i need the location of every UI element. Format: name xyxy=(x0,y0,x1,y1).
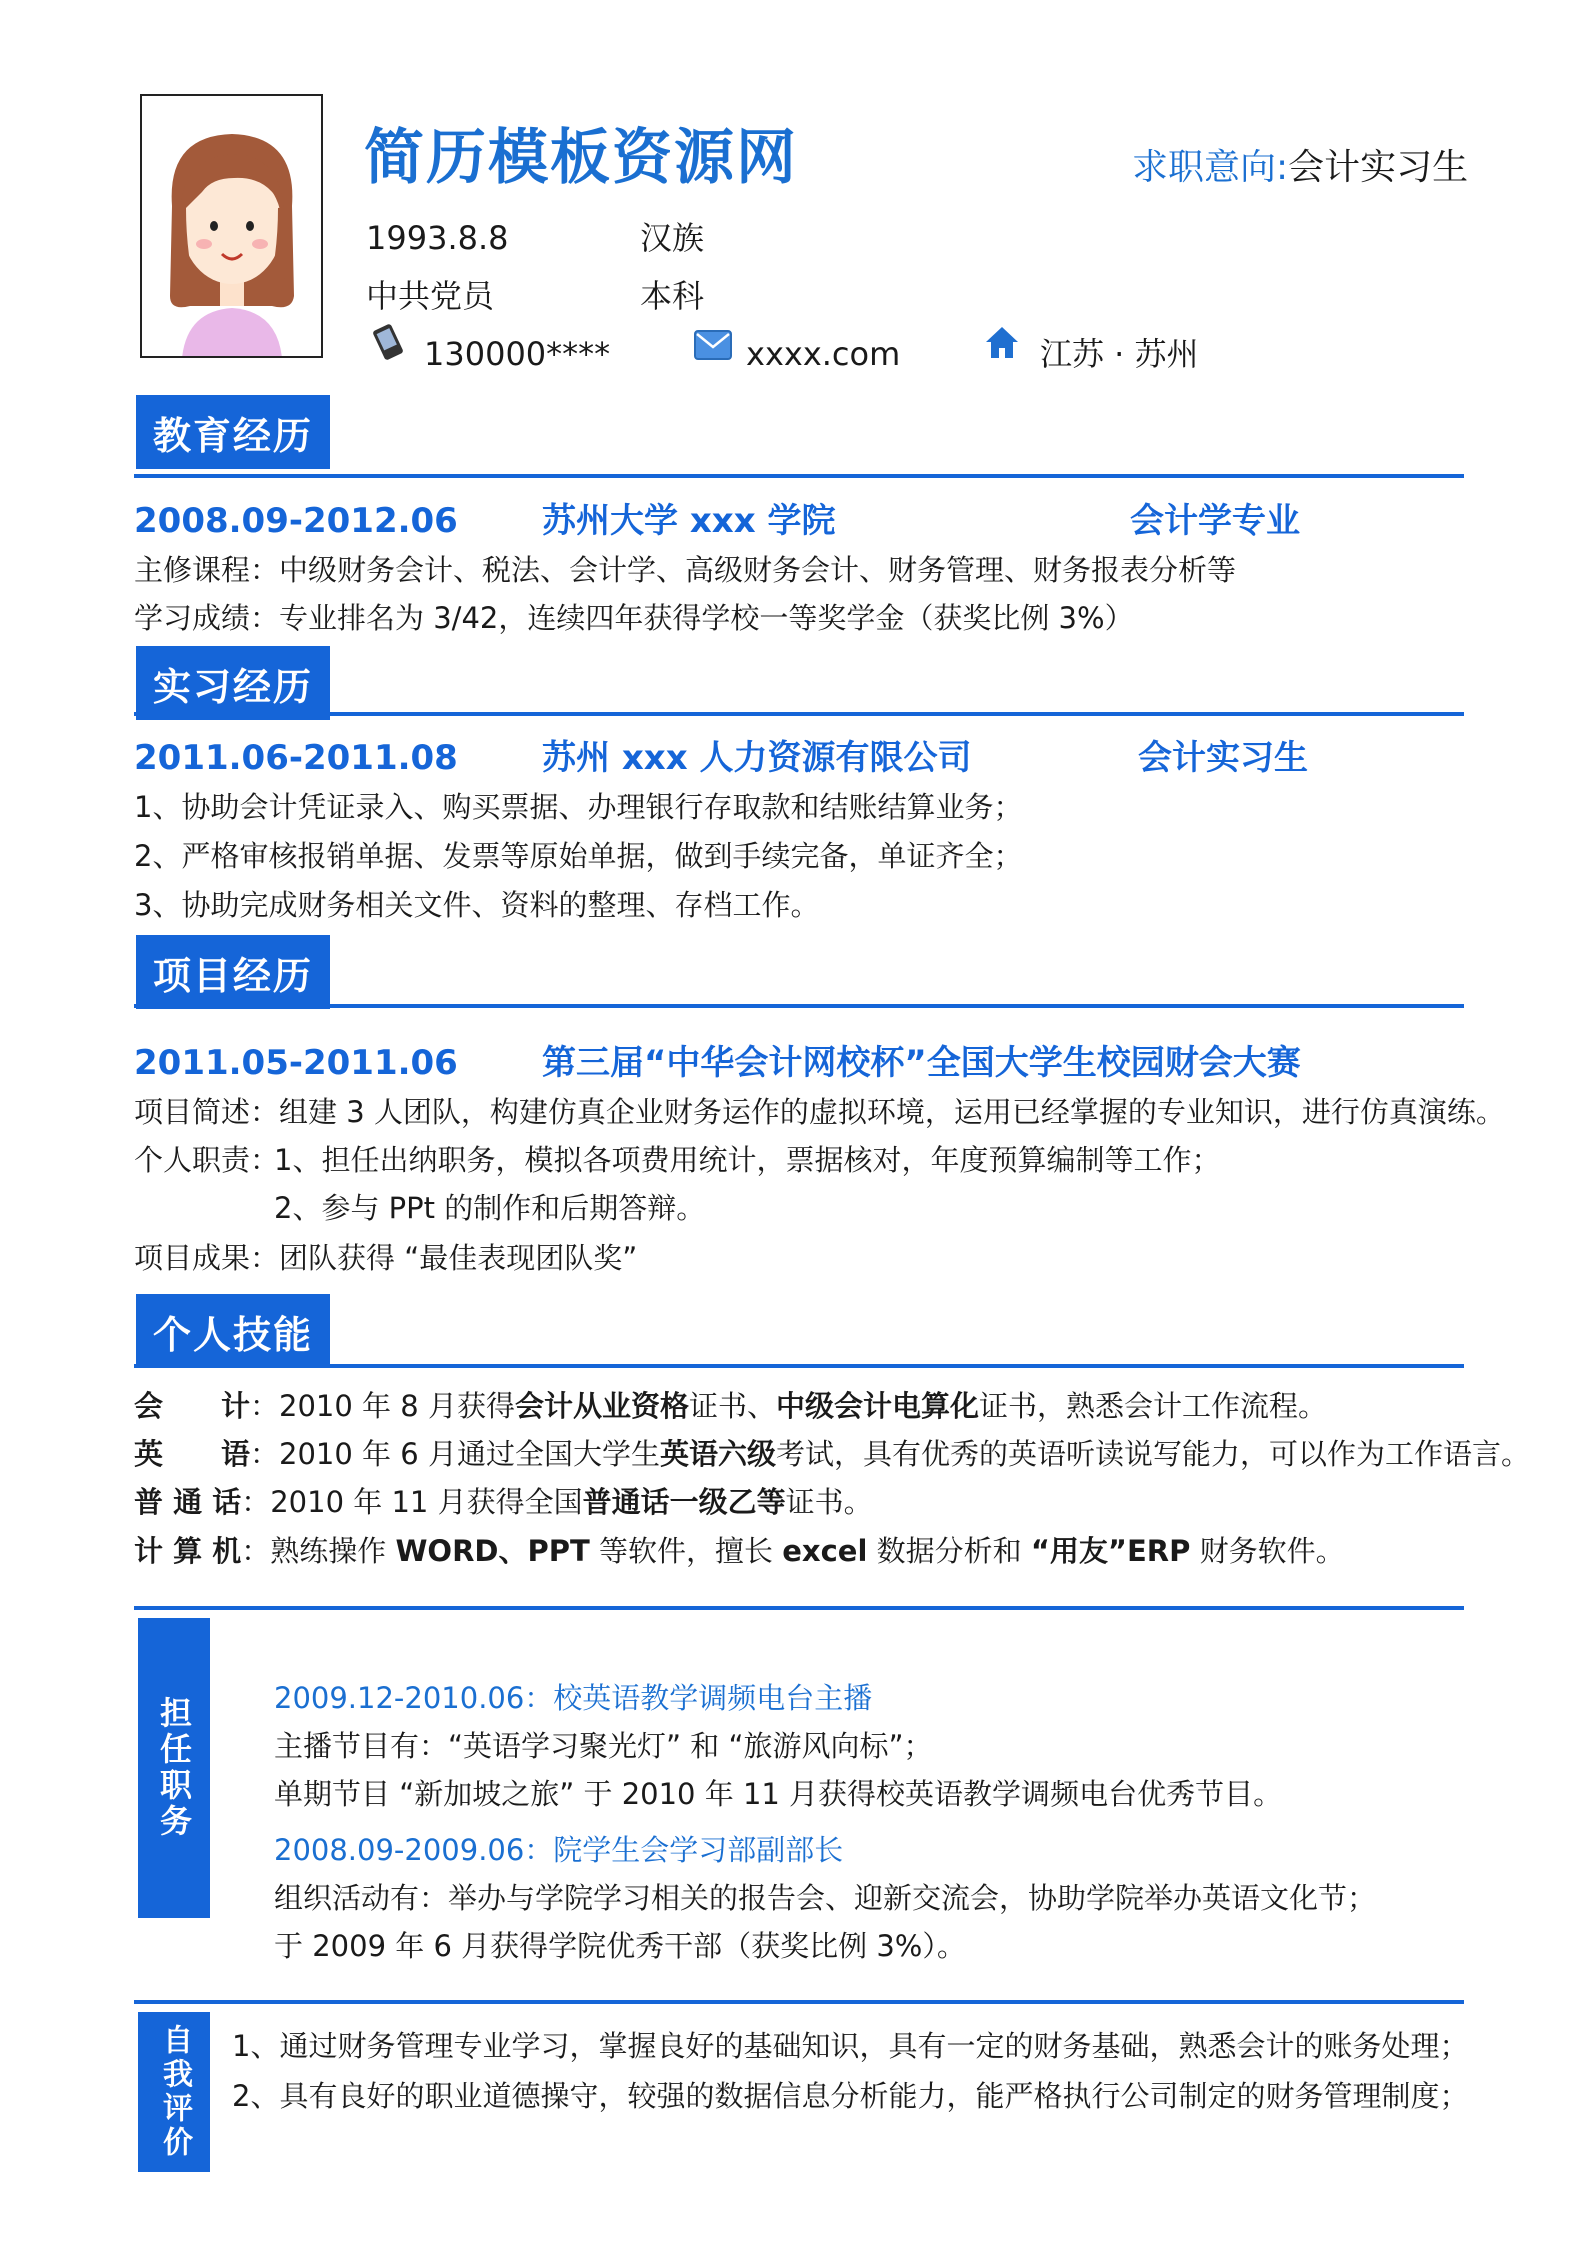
section-tab-project: 项目经历 xyxy=(136,935,330,1009)
skill-label: 普 通 话 xyxy=(134,1485,242,1519)
section-tab-internship: 实习经历 xyxy=(136,646,330,720)
degree: 本科 xyxy=(640,277,705,315)
avatar xyxy=(140,94,323,358)
section-divider xyxy=(134,712,1464,716)
skill-row-computer: 计 算 机：熟练操作 WORD、PPT 等软件，擅长 excel 数据分析和 “用友”ERP 财务软件。 xyxy=(134,1534,1345,1568)
project-period: 2011.05-2011.06 xyxy=(134,1043,458,1083)
internship-item: 1、协助会计凭证录入、购买票据、办理银行存取款和结账结算业务； xyxy=(134,790,1023,824)
self-evaluation-line: 1、通过财务管理专业学习，掌握良好的基础知识，具有一定的财务基础，熟悉会计的账务处理； xyxy=(232,2029,1469,2063)
internship-company: 苏州 xxx 人力资源有限公司 xyxy=(542,738,972,778)
skill-label: 计 算 机 xyxy=(134,1534,242,1568)
mail-icon xyxy=(694,330,732,364)
birth-date: 1993.8.8 xyxy=(366,219,509,257)
skill-row-accounting: 会 计：2010 年 8 月获得会计从业资格证书、中级会计电算化证书，熟悉会计工作流程。 xyxy=(134,1389,1328,1423)
role-detail: 单期节目 “新加坡之旅” 于 2010 年 11 月获得校英语教学调频电台优秀节目。 xyxy=(274,1777,1283,1811)
education-major: 会计学专业 xyxy=(1130,501,1300,541)
internship-position: 会计实习生 xyxy=(1138,738,1308,778)
project-duty: 2、参与 PPt 的制作和后期答辩。 xyxy=(274,1191,706,1225)
role-heading: 2009.12-2010.06：校英语教学调频电台主播 xyxy=(274,1681,873,1715)
project-duty-label: 个人职责： xyxy=(134,1143,280,1177)
section-tab-self-evaluation: 自我评价 xyxy=(138,2012,210,2172)
project-name: 第三届“中华会计网校杯”全国大学生校园财会大赛 xyxy=(542,1043,1301,1083)
role-heading: 2008.09-2009.06：院学生会学习部副部长 xyxy=(274,1833,844,1867)
section-divider xyxy=(134,1364,1464,1368)
avatar-girl-illustration xyxy=(142,96,321,356)
self-evaluation-line: 2、具有良好的职业道德操守，较强的数据信息分析能力，能严格执行公司制定的财务管理制度； xyxy=(232,2079,1469,2113)
education-courses: 主修课程：中级财务会计、税法、会计学、高级财务会计、财务管理、财务报表分析等 xyxy=(134,553,1237,587)
phone-icon xyxy=(368,322,408,366)
section-divider xyxy=(134,2000,1464,2004)
internship-item: 3、协助完成财务相关文件、资料的整理、存档工作。 xyxy=(134,888,820,922)
section-tab-skills: 个人技能 xyxy=(136,1294,330,1368)
ethnicity: 汉族 xyxy=(640,219,705,257)
resume-name: 简历模板资源网 xyxy=(364,123,798,193)
skill-row-mandarin: 普 通 话：2010 年 11 月获得全国普通话一级乙等证书。 xyxy=(134,1485,873,1519)
job-intent xyxy=(1132,147,1469,188)
skill-label: 会 计 xyxy=(134,1389,251,1423)
project-duty: 1、担任出纳职务，模拟各项费用统计，票据核对，年度预算编制等工作； xyxy=(274,1143,1221,1177)
project-result: 项目成果：团队获得 “最佳表现团队奖” xyxy=(134,1241,638,1275)
internship-period: 2011.06-2011.08 xyxy=(134,738,458,778)
phone-number: 130000**** xyxy=(424,335,611,373)
role-detail: 组织活动有：举办与学院学习相关的报告会、迎新交流会，协助学院举办英语文化节； xyxy=(274,1881,1377,1915)
project-summary: 项目简述：组建 3 人团队，构建仿真企业财务运作的虚拟环境，运用已经掌握的专业知识，进行仿真演练。 xyxy=(134,1095,1505,1129)
job-intent-value: 会计实习生 xyxy=(1288,147,1469,188)
role-detail: 主播节目有：“英语学习聚光灯” 和 “旅游风向标”； xyxy=(274,1729,933,1763)
section-tab-roles: 担任职务 xyxy=(138,1618,210,1918)
role-detail: 于 2009 年 6 月获得学院优秀干部（获奖比例 3%）。 xyxy=(274,1929,966,1963)
education-period: 2008.09-2012.06 xyxy=(134,501,458,541)
section-tab-education: 教育经历 xyxy=(136,395,330,469)
section-divider xyxy=(134,1606,1464,1610)
home-icon xyxy=(982,322,1022,366)
section-divider xyxy=(134,1004,1464,1008)
email: xxxx.com xyxy=(746,335,901,373)
section-divider xyxy=(134,474,1464,478)
political-status: 中共党员 xyxy=(366,277,495,315)
internship-item: 2、严格审核报销单据、发票等原始单据，做到手续完备，单证齐全； xyxy=(134,839,1023,873)
skill-row-english: 英 语：2010 年 6 月通过全国大学生英语六级考试，具有优秀的英语听读说写能力，可以作为工作语言。 xyxy=(134,1437,1530,1471)
job-intent-label: 求职意向: xyxy=(1132,147,1289,188)
location: 江苏 · 苏州 xyxy=(1040,335,1199,373)
education-school: 苏州大学 xxx 学院 xyxy=(542,501,836,541)
skill-label: 英 语 xyxy=(134,1437,251,1471)
education-grades: 学习成绩：专业排名为 3/42，连续四年获得学校一等奖学金（获奖比例 3%） xyxy=(134,601,1134,635)
